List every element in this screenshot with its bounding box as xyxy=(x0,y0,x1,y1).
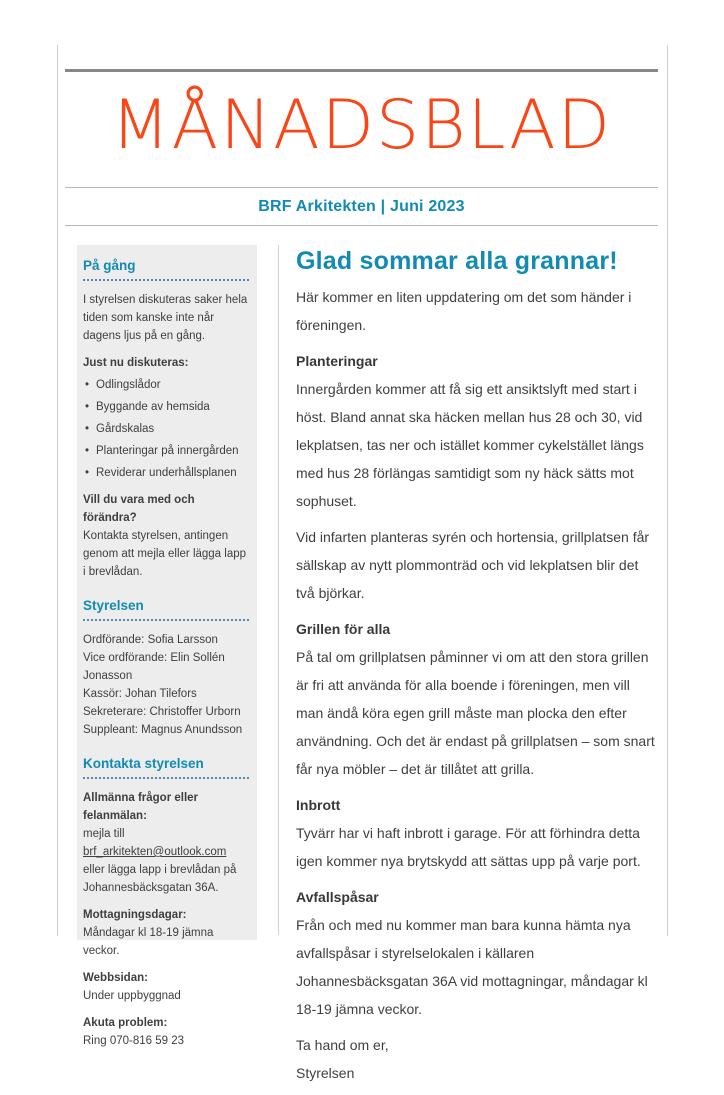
urgent-problems-text: Ring 070-816 59 23 xyxy=(83,1035,185,1047)
section-avfallspasar xyxy=(296,883,658,1023)
board-member-list xyxy=(83,631,249,739)
section-grillen xyxy=(296,615,658,783)
email-link[interactable]: brf_arkitekten@outlook.com xyxy=(83,846,227,858)
page-border-left xyxy=(57,45,58,936)
dotted-rule xyxy=(83,773,249,779)
section-paragraph: Från och med nu kommer man bara kunna hämta nya avfallspåsar i styrelselokalen i källaren Johannesbäcksgatan 36A vid mottagningar, måndagar kl 18-19 jämna veckor. xyxy=(296,917,648,1017)
email-post-text: eller lägga lapp i brevlådan på Johannesbäcksgatan 36A. xyxy=(83,864,237,894)
board-member: Suppleant: Magnus Anundsson xyxy=(83,724,243,736)
section-inbrott xyxy=(296,791,658,875)
list-item: • Gårdskalas xyxy=(83,420,249,438)
general-questions-text xyxy=(83,825,249,897)
section-heading: Inbrott xyxy=(296,797,341,813)
signoff-line: Styrelsen xyxy=(296,1065,355,1081)
section-paragraph: På tal om grillplatsen påminner vi om att den stora grillen är fri att använda för alla boende i föreningen, men vill man ändå köra egen grill måste man plocka den efter användning. Och det är endast på grillplatsen – som snart får nya möbler – det är tillåtet att grilla. xyxy=(296,649,655,777)
dotted-rule xyxy=(83,615,249,621)
newsletter-title: MÅNADSBLAD xyxy=(111,86,612,165)
dotted-rule xyxy=(83,275,249,281)
board-member: Kassör: Johan Tilefors xyxy=(83,688,197,700)
section-paragraph: Innergården kommer att få sig ett ansiktslyft med start i höst. Bland annat ska häcken mellan hus 28 och 30, vid lekplatsen, tas ner och istället kommer cykelstället längs med hus 28 förlängas samtidigt som ny häck sätts mot sophuset. xyxy=(296,381,644,509)
board-member: Sekreterare: Christoffer Urborn xyxy=(83,706,241,718)
section-heading: Grillen för alla xyxy=(296,621,391,637)
general-questions-label: Allmänna frågor eller felanmälan: xyxy=(83,792,199,822)
ongoing-intro: I styrelsen diskuteras saker hela tiden som kanske inte når dagens ljus på en gång. xyxy=(83,294,248,342)
main-article xyxy=(296,245,658,1095)
newsletter-subtitle: BRF Arkitekten | Juni 2023 xyxy=(258,197,465,215)
email-pre-text: mejla till xyxy=(83,828,125,840)
list-item: • Odlingslådor xyxy=(83,376,249,394)
list-item: • Planteringar på innergården xyxy=(83,442,249,460)
reception-days-text: Måndagar kl 18-19 jämna veckor. xyxy=(83,927,214,957)
sidebar-heading-contact: Kontakta styrelsen xyxy=(83,756,204,771)
website-text: Under uppbyggnad xyxy=(83,990,181,1002)
discuss-label: Just nu diskuteras: xyxy=(83,357,189,369)
urgent-problems-label: Akuta problem: xyxy=(83,1017,168,1029)
list-item: • Reviderar underhållsplanen xyxy=(83,464,249,482)
reception-days-label: Mottagningsdagar: xyxy=(83,909,187,921)
discuss-list xyxy=(83,376,249,482)
header-thick-rule xyxy=(65,69,658,72)
article-title: Glad sommar alla grannar! xyxy=(296,247,618,275)
section-planteringar xyxy=(296,347,658,607)
list-item: • Byggande av hemsida xyxy=(83,398,249,416)
signoff-line: Ta hand om er, xyxy=(296,1037,389,1053)
subtitle-band xyxy=(65,187,658,226)
signoff xyxy=(296,1031,658,1087)
website-label: Webbsidan: xyxy=(83,972,148,984)
article-intro: Här kommer en liten uppdatering om det som händer i föreningen. xyxy=(296,289,632,333)
board-member: Vice ordförande: Elin Sollén Jonasson xyxy=(83,652,225,682)
column-divider xyxy=(278,245,279,935)
join-label: Vill du vara med och förändra? xyxy=(83,494,195,524)
join-text: Kontakta styrelsen, antingen genom att mejla eller lägga lapp i brevlådan. xyxy=(83,530,247,578)
section-heading: Avfallspåsar xyxy=(296,889,379,905)
sidebar-heading-ongoing: På gång xyxy=(83,258,136,273)
section-paragraph: Vid infarten planteras syrén och hortensia, grillplatsen får sällskap av nytt plommonträd och vid lekplatsen blir det två björkar. xyxy=(296,529,650,601)
sidebar-heading-board: Styrelsen xyxy=(83,598,144,613)
sidebar xyxy=(77,245,257,1047)
board-member: Ordförande: Sofia Larsson xyxy=(83,634,218,646)
section-paragraph: Tyvärr har vi haft inbrott i garage. För att förhindra detta igen kommer nya brytskydd att sättas upp på varje port. xyxy=(296,825,641,869)
page-border-right xyxy=(667,45,668,936)
section-heading: Planteringar xyxy=(296,353,378,369)
